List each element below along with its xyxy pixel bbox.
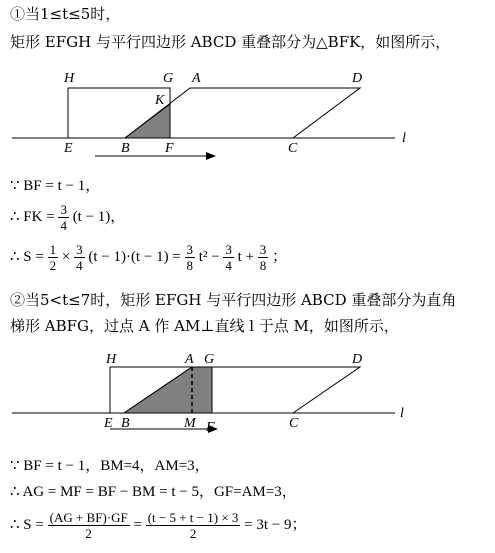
label-C: C: [288, 141, 298, 156]
label-E: E: [64, 141, 73, 156]
case1-eq2: ∴ FK = $\frac{3}{4}$ (t − 1)，: [10, 202, 126, 233]
case1-eq1: ∵ BF = t − 1，: [10, 178, 101, 194]
case1-eq3: ∴ S = $\frac{1}{2}$ × $\frac{3}{4}$ (t − 1)·(t − 1) = $\frac{3}{8}$ t² − $\frac{3}{4}$ t + $\frac{3}{8}$ ；: [10, 242, 288, 273]
case2-description: 梯形 ABFG，过点 A 作 AM⊥直线 l 于点 M，如图所示，: [10, 317, 399, 335]
label-D: D: [352, 352, 363, 367]
label-B: B: [121, 416, 130, 431]
figure-2: [0, 343, 495, 448]
label-C: C: [289, 416, 299, 431]
trapezoid-abfg: [124, 367, 212, 413]
label-F: F: [206, 420, 215, 435]
arrow-head: [206, 152, 216, 160]
label-A: A: [192, 71, 201, 86]
label-H: H: [64, 71, 75, 86]
case2-eq3: ∴ S = $\frac{(AG + BF)\cdot GF}{2}$ = $\frac{(t - 5 + t - 1) \times 3}{2}$ = 3t − 9；: [10, 510, 307, 541]
fraction: $\frac{3}{4}$: [60, 202, 67, 233]
case1-description: 矩形 EFGH 与平行四边形 ABCD 重叠部分为△BFK，如图所示，: [10, 33, 451, 51]
label-E: E: [104, 416, 113, 431]
label-l: l: [402, 131, 406, 146]
label-G: G: [204, 352, 215, 367]
label-F: F: [165, 141, 174, 156]
label-l: l: [400, 406, 404, 421]
label-A: A: [185, 352, 194, 367]
case2-eq1: ∵ BF = t − 1，BM=4，AM=3，: [10, 458, 210, 474]
figure-1: [0, 62, 495, 172]
case1-heading: ①当1≤t≤5时，: [10, 5, 121, 23]
label-G: G: [163, 71, 174, 86]
label-K: K: [155, 93, 165, 108]
label-H: H: [106, 352, 117, 367]
label-M: M: [184, 416, 196, 431]
triangle-bfk: [125, 104, 170, 138]
label-D: D: [352, 71, 363, 86]
case2-heading: ②当5<t≤7时，矩形 EFGH 与平行四边形 ABCD 重叠部分为直角: [10, 291, 457, 309]
case2-eq2: ∴ AG = MF = BF − BM = t − 5，GF=AM=3，: [10, 484, 297, 500]
label-B: B: [121, 141, 130, 156]
